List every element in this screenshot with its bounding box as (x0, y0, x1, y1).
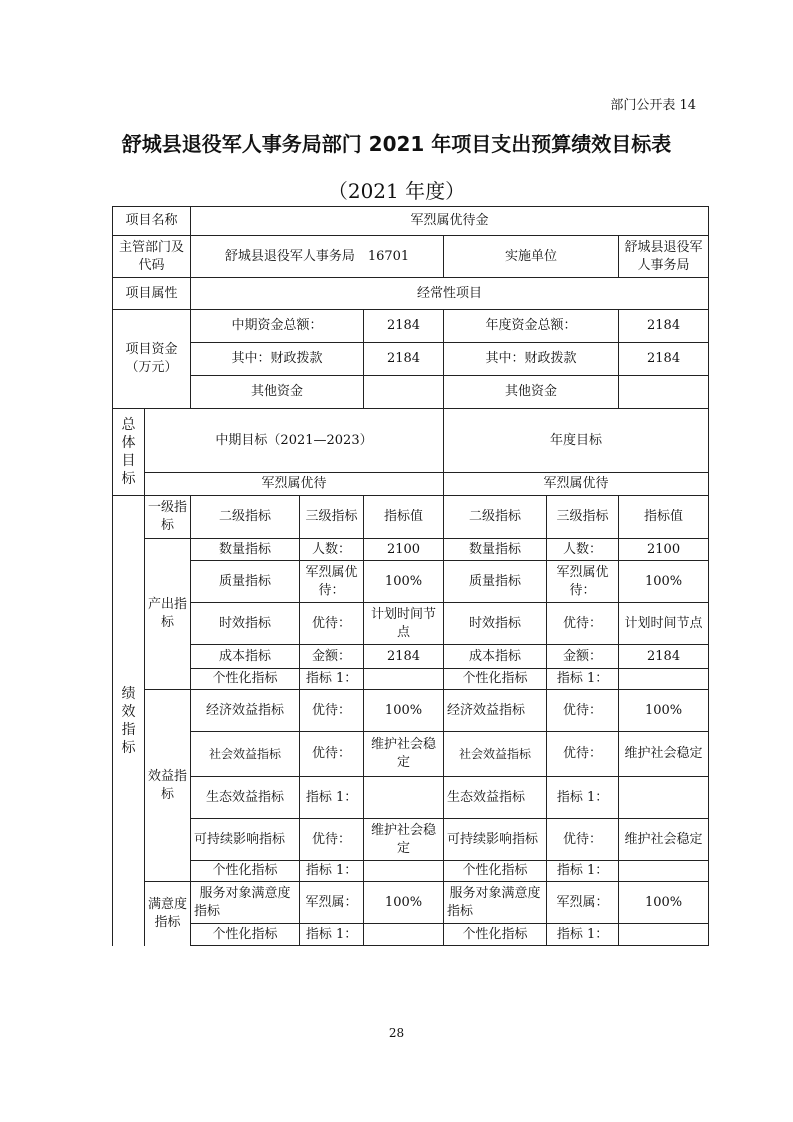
impl-value: 舒城县退役军人事务局 (619, 236, 709, 278)
cell: 个性化指标 (191, 669, 300, 690)
cell: 人数： (547, 539, 619, 561)
cell: 生态效益指标 (191, 777, 300, 819)
cell: 个性化指标 (444, 924, 547, 946)
table-row (113, 496, 709, 539)
project-name-value: 军烈属优待金 (191, 207, 709, 236)
cell: 维护社会稳定 (619, 819, 709, 861)
cell: 2100 (364, 539, 444, 561)
table-row (113, 473, 709, 496)
table-row (113, 882, 709, 924)
table-row (113, 603, 709, 645)
table-row (113, 539, 709, 561)
year-goal-value: 军烈属优待 (444, 473, 709, 496)
mid-total-label: 中期资金总额： (191, 310, 364, 343)
table-row (113, 861, 709, 882)
cell: 个性化指标 (191, 861, 300, 882)
cell: 个性化指标 (444, 669, 547, 690)
cell: 指标 1： (300, 861, 364, 882)
year-other-value (619, 376, 709, 409)
table-row (113, 669, 709, 690)
indicators-label: 绩效指标 (113, 496, 145, 946)
cell: 时效指标 (191, 603, 300, 645)
table-row (113, 924, 709, 946)
document-number: 部门公开表 14 (610, 98, 696, 113)
cell (364, 924, 444, 946)
cell (619, 669, 709, 690)
year-fiscal-label: 其中：财政拨款 (444, 343, 619, 376)
header-level1: 一级指标 (145, 496, 191, 539)
cell: 军烈属优待： (547, 561, 619, 603)
cell: 人数： (300, 539, 364, 561)
cell: 数量指标 (191, 539, 300, 561)
cell (619, 861, 709, 882)
cell: 指标 1： (547, 924, 619, 946)
mid-total-value: 2184 (364, 310, 444, 343)
cell: 优待： (547, 603, 619, 645)
cell: 指标 1： (547, 669, 619, 690)
cell: 个性化指标 (191, 924, 300, 946)
cell (364, 669, 444, 690)
cell: 社会效益指标 (444, 732, 547, 777)
table-row (113, 561, 709, 603)
cell: 指标 1： (547, 861, 619, 882)
header-value: 指标值 (364, 496, 444, 539)
cell: 优待： (547, 732, 619, 777)
cell: 经济效益指标 (191, 690, 300, 732)
table-row (113, 236, 709, 278)
mid-other-value (364, 376, 444, 409)
cell: 100% (364, 561, 444, 603)
table-row (113, 732, 709, 777)
year-other-label: 其他资金 (444, 376, 619, 409)
funds-label: 项目资金（万元） (113, 310, 191, 409)
cell (619, 924, 709, 946)
table-row (113, 777, 709, 819)
cell: 金额： (547, 645, 619, 669)
cell: 服务对象满意度指标 (444, 882, 547, 924)
mid-fiscal-label: 其中：财政拨款 (191, 343, 364, 376)
cell: 成本指标 (191, 645, 300, 669)
table-row (113, 343, 709, 376)
cell: 100% (364, 882, 444, 924)
cell: 计划时间节点 (364, 603, 444, 645)
header-level2-year: 二级指标 (444, 496, 547, 539)
table-row (113, 409, 709, 473)
table-row (113, 819, 709, 861)
page-number: 28 (388, 1026, 405, 1040)
cell: 优待： (300, 603, 364, 645)
table-row (113, 310, 709, 343)
cell: 2184 (619, 645, 709, 669)
cell: 优待： (300, 690, 364, 732)
header-value-year: 指标值 (619, 496, 709, 539)
cell: 优待： (300, 732, 364, 777)
year-goal-header: 年度目标 (444, 409, 709, 473)
cell (364, 861, 444, 882)
cell: 可持续影响指标 (444, 819, 547, 861)
output-indicator-label: 产出指标 (145, 539, 191, 690)
cell: 100% (619, 690, 709, 732)
cell: 金额： (300, 645, 364, 669)
cell: 时效指标 (444, 603, 547, 645)
cell: 个性化指标 (444, 861, 547, 882)
dept-label: 主管部门及代码 (113, 236, 191, 278)
project-name-label: 项目名称 (113, 207, 191, 236)
year-total-value: 2184 (619, 310, 709, 343)
cell: 服务对象满意度指标 (191, 882, 300, 924)
cell: 军烈属： (300, 882, 364, 924)
mid-goal-value: 军烈属优待 (145, 473, 444, 496)
cell: 质量指标 (444, 561, 547, 603)
page-title: 舒城县退役军人事务局部门 2021 年项目支出预算绩效目标表 (121, 132, 672, 156)
mid-other-label: 其他资金 (191, 376, 364, 409)
attr-label: 项目属性 (113, 278, 191, 310)
table-row (113, 645, 709, 669)
cell: 经济效益指标 (444, 690, 547, 732)
cell (364, 777, 444, 819)
cell: 维护社会稳定 (619, 732, 709, 777)
cell: 质量指标 (191, 561, 300, 603)
header-level2: 二级指标 (191, 496, 300, 539)
overall-goal-label: 总体目标 (113, 409, 145, 496)
cell: 军烈属： (547, 882, 619, 924)
cell: 2184 (364, 645, 444, 669)
cell: 优待： (547, 819, 619, 861)
benefit-indicator-label: 效益指标 (145, 690, 191, 882)
mid-fiscal-value: 2184 (364, 343, 444, 376)
cell: 2100 (619, 539, 709, 561)
table-row (113, 207, 709, 236)
cell: 优待： (300, 819, 364, 861)
cell: 数量指标 (444, 539, 547, 561)
cell: 优待： (547, 690, 619, 732)
cell: 100% (619, 561, 709, 603)
year-total-label: 年度资金总额： (444, 310, 619, 343)
table-row (113, 376, 709, 409)
table-row (113, 690, 709, 732)
cell: 社会效益指标 (191, 732, 300, 777)
cell: 可持续影响指标 (191, 819, 300, 861)
attr-value: 经常性项目 (191, 278, 709, 310)
cell: 维护社会稳定 (364, 732, 444, 777)
year-fiscal-value: 2184 (619, 343, 709, 376)
table-row (113, 278, 709, 310)
cell: 生态效益指标 (444, 777, 547, 819)
cell: 指标 1： (547, 777, 619, 819)
satisfaction-indicator-label: 满意度指标 (145, 882, 191, 946)
mid-goal-header: 中期目标（2021—2023） (145, 409, 444, 473)
page-subtitle: （2021 年度） (327, 179, 466, 203)
cell: 计划时间节点 (619, 603, 709, 645)
cell: 成本指标 (444, 645, 547, 669)
performance-goal-table (112, 206, 709, 946)
impl-label: 实施单位 (444, 236, 619, 278)
cell (619, 777, 709, 819)
cell: 军烈属优待： (300, 561, 364, 603)
cell: 100% (364, 690, 444, 732)
dept-value: 舒城县退役军人事务局 16701 (191, 236, 444, 278)
cell: 指标 1： (300, 777, 364, 819)
header-level3-year: 三级指标 (547, 496, 619, 539)
header-level3: 三级指标 (300, 496, 364, 539)
cell: 维护社会稳定 (364, 819, 444, 861)
cell: 指标 1： (300, 669, 364, 690)
cell: 指标 1： (300, 924, 364, 946)
cell: 100% (619, 882, 709, 924)
